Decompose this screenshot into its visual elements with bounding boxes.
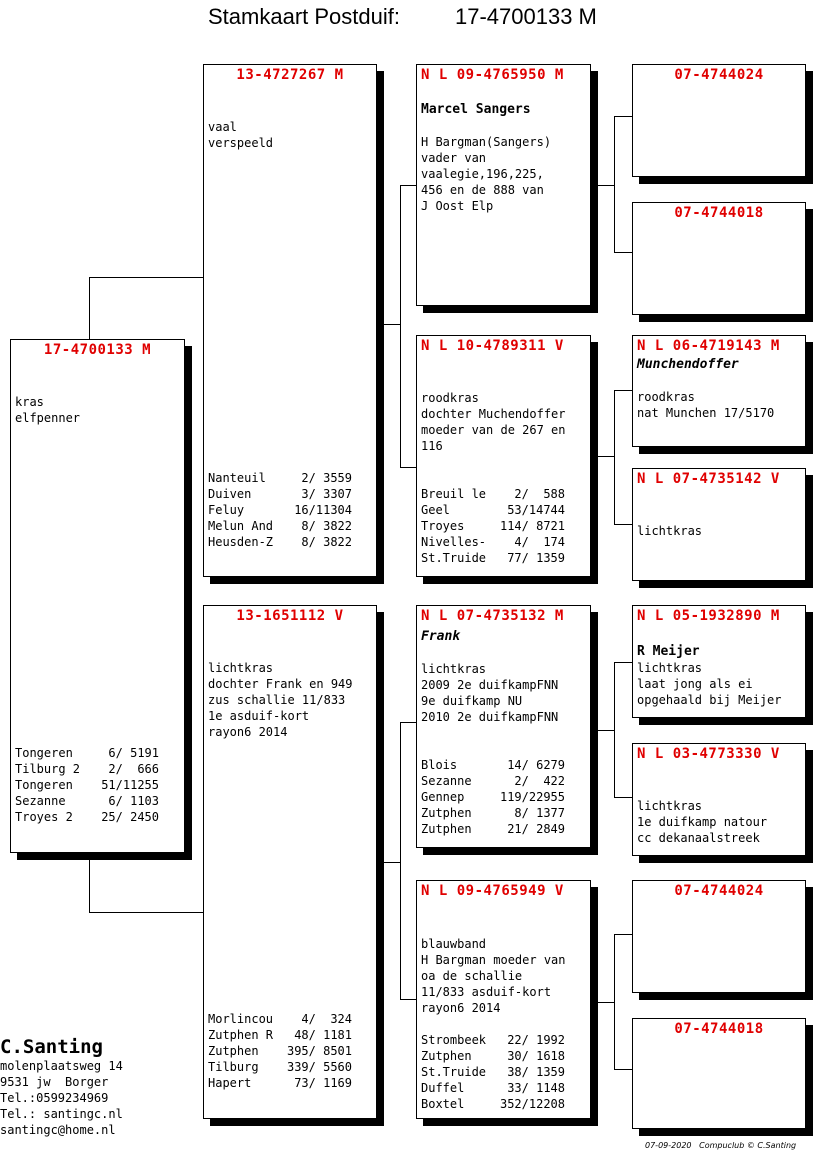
results-list	[208, 1011, 352, 1091]
mother-card	[203, 605, 377, 1119]
title-label: Stamkaart Postduif:	[208, 4, 400, 29]
result-row	[208, 1043, 352, 1059]
result-place: Tongeren	[15, 746, 73, 760]
fff-card	[632, 64, 806, 177]
result-value: 21/ 2849	[507, 822, 565, 836]
result-row	[421, 1064, 565, 1080]
result-row	[208, 1011, 352, 1027]
fmm-description: lichtkras	[637, 524, 703, 538]
connector-line	[376, 324, 401, 325]
footer-credit: 07-09-2020 Compuclub © C.Santing	[645, 1141, 797, 1150]
result-row	[15, 761, 159, 777]
result-place: Sezanne	[421, 774, 472, 788]
owner-email: santingc@home.nl	[0, 1123, 116, 1137]
result-place: Duiven	[208, 487, 252, 501]
connector-line	[89, 852, 90, 913]
ring-number: 13-1651112 V	[236, 608, 344, 624]
connector-line	[614, 934, 632, 935]
result-row	[15, 793, 159, 809]
result-row	[208, 1059, 352, 1075]
connector-line	[400, 722, 417, 723]
ff-card	[416, 64, 591, 306]
connector-line	[614, 116, 632, 117]
result-value: 25/ 2450	[101, 810, 159, 824]
result-value: 6/ 5191	[108, 746, 159, 760]
result-place: Boxtel	[421, 1097, 465, 1111]
result-place: Zutphen	[421, 822, 472, 836]
result-place: Troyes	[421, 519, 465, 533]
result-value: 14/ 6279	[507, 758, 565, 772]
result-value: 53/14744	[507, 503, 565, 517]
result-place: Troyes 2	[15, 810, 73, 824]
ring-number: N L 10-4789311 V	[421, 338, 564, 354]
result-value: 114/ 8721	[499, 519, 565, 533]
result-value: 38/ 1359	[507, 1065, 565, 1079]
mff-description: lichtkras laat jong als ei opgehaald bij Meijer	[637, 661, 782, 707]
breeder-name: Marcel Sangers	[421, 102, 531, 117]
result-row	[421, 502, 565, 518]
mother-description: lichtkras dochter Frank en 949 zus schallie 11/833 1e asduif-kort rayon6 2014	[208, 661, 353, 739]
result-value: 6/ 1103	[108, 794, 159, 808]
owner-street: molenplaatsweg 14	[0, 1059, 123, 1073]
result-value: 352/12208	[499, 1097, 565, 1111]
result-place: Zutphen	[421, 1049, 472, 1063]
ring-number: 17-4700133 M	[43, 342, 152, 358]
bird-card	[10, 339, 185, 853]
result-row	[15, 745, 159, 761]
result-place: Melun And	[208, 519, 274, 533]
result-row	[208, 502, 352, 518]
result-row	[208, 1027, 352, 1043]
result-row	[421, 1032, 565, 1048]
connector-line	[614, 1069, 632, 1070]
connector-line	[400, 722, 401, 1000]
result-row	[208, 518, 352, 534]
ring-number: N L 09-4765950 M	[421, 67, 564, 83]
results-list	[421, 757, 565, 837]
connector-line	[614, 116, 615, 253]
owner-website: Tel.: santingc.nl	[0, 1107, 123, 1121]
results-list	[421, 486, 565, 566]
result-value: 2/ 3559	[301, 471, 352, 485]
result-place: Tilburg	[208, 1060, 259, 1074]
mf-card	[416, 605, 591, 848]
connector-line	[614, 390, 615, 525]
result-row	[421, 757, 565, 773]
owner-phone: Tel.:0599234969	[0, 1091, 109, 1105]
result-place: Tilburg 2	[15, 762, 81, 776]
result-row	[15, 809, 159, 825]
result-value: 395/ 8501	[286, 1044, 352, 1058]
result-row	[208, 486, 352, 502]
connector-line	[400, 467, 417, 468]
result-value: 22/ 1992	[507, 1033, 565, 1047]
results-list	[208, 470, 352, 550]
ring-number: N L 05-1932890 M	[637, 608, 780, 624]
pigeon-name: Frank	[421, 629, 461, 644]
result-place: Heusden-Z	[208, 535, 274, 549]
ring-number: 07-4744024	[674, 67, 764, 83]
result-value: 48/ 1181	[294, 1028, 352, 1042]
result-place: St.Truide	[421, 551, 487, 565]
result-value: 2/ 666	[108, 762, 159, 776]
result-row	[421, 1096, 565, 1112]
result-place: Breuil le	[421, 487, 487, 501]
ring-number: N L 09-4765949 V	[421, 883, 564, 899]
result-value: 77/ 1359	[507, 551, 565, 565]
breeder-name: R Meijer	[637, 644, 700, 659]
ring-number: N L 07-4735142 V	[637, 471, 780, 487]
result-value: 8/ 1377	[514, 806, 565, 820]
result-place: Sezanne	[15, 794, 66, 808]
ring-number: N L 03-4773330 V	[637, 746, 780, 762]
result-value: 2/ 588	[514, 487, 565, 501]
result-place: Zutphen	[421, 806, 472, 820]
mff-card	[632, 605, 806, 718]
result-place: Geel	[421, 503, 450, 517]
connector-line	[590, 1002, 615, 1003]
result-value: 33/ 1148	[507, 1081, 565, 1095]
result-row	[208, 534, 352, 550]
result-place: Nanteuil	[208, 471, 266, 485]
mfm-card	[632, 743, 806, 856]
result-row	[421, 534, 565, 550]
connector-line	[89, 912, 204, 913]
result-value: 4/ 324	[301, 1012, 352, 1026]
result-row	[421, 1080, 565, 1096]
result-row	[421, 821, 565, 837]
mm-card	[416, 880, 591, 1119]
mmm-card	[632, 1018, 806, 1129]
result-value: 2/ 422	[514, 774, 565, 788]
connector-line	[590, 456, 615, 457]
result-value: 16/11304	[294, 503, 352, 517]
result-value: 8/ 3822	[301, 519, 352, 533]
result-place: Morlincou	[208, 1012, 274, 1026]
result-place: Gennep	[421, 790, 465, 804]
result-value: 73/ 1169	[294, 1076, 352, 1090]
result-place: Tongeren	[15, 778, 73, 792]
bird-description: kras elfpenner	[15, 395, 81, 425]
ring-number: N L 07-4735132 M	[421, 608, 564, 624]
ring-number: 13-4727267 M	[236, 67, 344, 83]
connector-line	[614, 524, 632, 525]
result-place: Zutphen R	[208, 1028, 274, 1042]
result-value: 4/ 174	[514, 535, 565, 549]
result-row	[208, 1075, 352, 1091]
result-row	[421, 789, 565, 805]
result-row	[421, 805, 565, 821]
mmf-card	[632, 880, 806, 993]
result-place: Nivelles-	[421, 535, 487, 549]
results-list	[15, 745, 159, 825]
fmf-description: roodkras nat Munchen 17/5170	[637, 390, 775, 420]
connector-line	[614, 662, 632, 663]
result-place: Zutphen	[208, 1044, 259, 1058]
mfm-description: lichtkras 1e duifkamp natour cc dekanaalstreek	[637, 799, 768, 845]
pigeon-name: Munchendoffer	[637, 357, 739, 372]
connector-line	[89, 277, 90, 339]
ring-number: 07-4744018	[674, 205, 764, 221]
result-place: Strombeek	[421, 1033, 487, 1047]
owner-city: 9531 jw Borger	[0, 1075, 109, 1089]
mf-description: lichtkras 2009 2e duifkampFNN 9e duifkamp NU 2010 2e duifkampFNN	[421, 662, 559, 724]
result-row	[421, 486, 565, 502]
connector-line	[89, 277, 204, 278]
connector-line	[400, 999, 417, 1000]
ring-number: 07-4744024	[674, 883, 764, 899]
connector-line	[590, 730, 615, 731]
result-place: Feluy	[208, 503, 245, 517]
result-place: St.Truide	[421, 1065, 487, 1079]
fmf-card	[632, 335, 806, 447]
result-value: 51/11255	[101, 778, 159, 792]
ring-number: N L 06-4719143 M	[637, 338, 780, 354]
connector-line	[614, 662, 615, 798]
fm-description: roodkras dochter Muchendoffer moeder van de 267 en 116	[421, 391, 566, 453]
result-row	[421, 1048, 565, 1064]
result-row	[421, 773, 565, 789]
result-row	[15, 777, 159, 793]
result-value: 119/22955	[499, 790, 565, 804]
mm-description: blauwband H Bargman moeder van oa de schallie 11/833 asduif-kort rayon6 2014	[421, 937, 566, 1015]
results-list	[421, 1032, 565, 1112]
result-value: 339/ 5560	[286, 1060, 352, 1074]
ring-number: 07-4744018	[674, 1021, 764, 1037]
connector-line	[614, 797, 632, 798]
result-row	[421, 518, 565, 534]
fmm-card	[632, 468, 806, 581]
owner-block	[0, 1036, 123, 1138]
ff-description: H Bargman(Sangers) vader van vaalegie,196,225, 456 en de 888 van J Oost Elp	[421, 135, 552, 213]
father-description: vaal verspeeld	[208, 120, 274, 150]
result-value: 8/ 3822	[301, 535, 352, 549]
father-card	[203, 64, 377, 577]
result-place: Hapert	[208, 1076, 252, 1090]
result-place: Duffel	[421, 1081, 465, 1095]
connector-line	[614, 252, 632, 253]
connector-line	[614, 390, 632, 391]
result-value: 30/ 1618	[507, 1049, 565, 1063]
connector-line	[590, 185, 615, 186]
result-place: Blois	[421, 758, 458, 772]
owner-name: C.Santing	[0, 1036, 103, 1058]
title-ring: 17-4700133 M	[455, 4, 597, 29]
connector-line	[400, 185, 417, 186]
fm-card	[416, 335, 591, 577]
connector-line	[614, 934, 615, 1070]
connector-line	[376, 862, 401, 863]
result-row	[208, 470, 352, 486]
result-row	[421, 550, 565, 566]
ffm-card	[632, 202, 806, 315]
connector-line	[400, 185, 401, 468]
result-value: 3/ 3307	[301, 487, 352, 501]
